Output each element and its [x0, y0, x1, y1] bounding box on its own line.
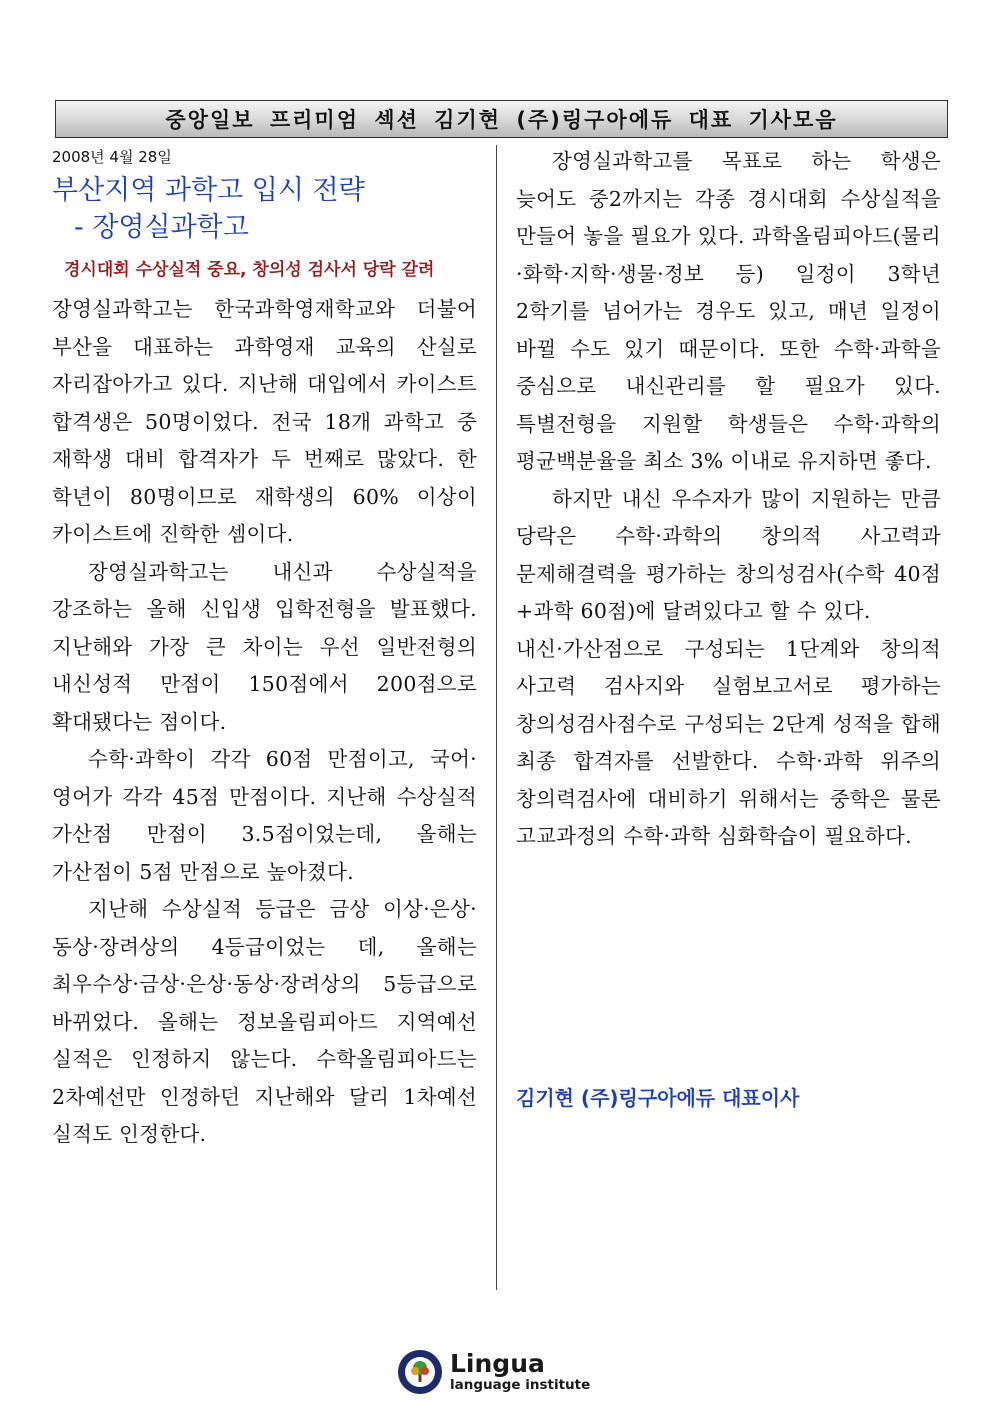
- article-title: 부산지역 과학고 입시 전략: [52, 175, 365, 206]
- article-lead: 경시대회 수상실적 중요, 창의성 검사서 당락 갈려: [64, 260, 435, 280]
- right-body: [516, 143, 941, 856]
- article-date: 2008년 4월 28일: [52, 148, 172, 166]
- paragraph: 지난해 수상실적 등급은 금상 이상·은상·동상·장려상의 4등급이었는 데, 올해는 최우수상·금상·은상·동상·장려상의 5등급으로 바뀌었다. 올해는 정보올림피아드 지역예선 실적은 인정하지 않는다. 수학올림피아드는 2차예선만 인정하던 지난해와 달리 1차예선 실적도 인정한다.: [52, 897, 477, 1146]
- column-divider: [496, 145, 497, 1290]
- paragraph: 내신·가산점으로 구성되는 1단계와 창의적 사고력 검사지와 실험보고서로 평가하는 창의성검사점수로 구성되는 2단계 성적을 합해 최종 합격자를 선발한다. 수학·과학 위주의 창의력검사에 대비하기 위해서는 중학은 물론 고교과정의 수학·과학 심화학습이 필요하다.: [516, 636, 941, 848]
- paragraph: 하지만 내신 우수자가 많이 지원하는 만큼 당락은 수학·과학의 창의적 사고력과 문제해결력을 평가하는 창의성검사(수학 40점+과학 60점)에 달려있다고 할 수 있다.: [516, 486, 941, 623]
- left-column: [52, 147, 477, 1154]
- logo-brand: Lingua: [450, 1349, 545, 1378]
- left-body: [52, 291, 477, 1154]
- lingua-emblem-icon: [396, 1348, 444, 1396]
- header-bar: [55, 100, 948, 138]
- paragraph: 수학·과학이 각각 60점 만점이고, 국어·영어가 각각 45점 만점이다. 지난해 수상실적 가산점 만점이 3.5점이었는데, 올해는 가산점이 5점 만점으로 높아졌다.: [52, 747, 477, 884]
- paragraph: 장영실과학고는 내신과 수상실적을 강조하는 올해 신입생 입학전형을 발표했다. 지난해와 가장 큰 차이는 우선 일반전형의 내신성적 만점이 150점에서 200점으로 확대됐다는 점이다.: [52, 559, 477, 734]
- article-byline: 김기현 (주)링구아에듀 대표이사: [516, 1086, 800, 1110]
- paragraph: 장영실과학고를 목표로 하는 학생은 늦어도 중2까지는 각종 경시대회 수상실적을 만들어 놓을 필요가 있다. 과학올림피아드(물리·화학·지학·생물·정보 등) 일정이 3학년 2학기를 넘어가는 경우도 있고, 매년 일정이 바뀔 수도 있기 때문이다. 또한 수학·과학을 중심으로 내신관리를 할 필요가 있다. 특별전형을 지원할 학생들은 수학·과학의 평균백분율을 최소 3% 이내로 유지하면 좋다.: [516, 149, 941, 473]
- logo-tagline: language institute: [450, 1377, 591, 1393]
- article-subtitle: - 장영실과학고: [74, 212, 249, 243]
- right-column: [516, 143, 941, 856]
- footer-logo: [396, 1347, 626, 1397]
- header-title: 중앙일보 프리미엄 섹션 김기현 (주)링구아에듀 대표 기사모음: [165, 108, 838, 132]
- paragraph: 장영실과학고는 한국과학영재학교와 더불어 부산을 대표하는 과학영재 교육의 산실로 자리잡아가고 있다. 지난해 대입에서 카이스트 합격생은 50명이었다. 전국 18개 과학고 중 재학생 대비 합격자가 두 번째로 많았다. 한 학년이 80명이므로 재학생의 60% 이상이 카이스트에 진학한 셈이다.: [52, 297, 477, 546]
